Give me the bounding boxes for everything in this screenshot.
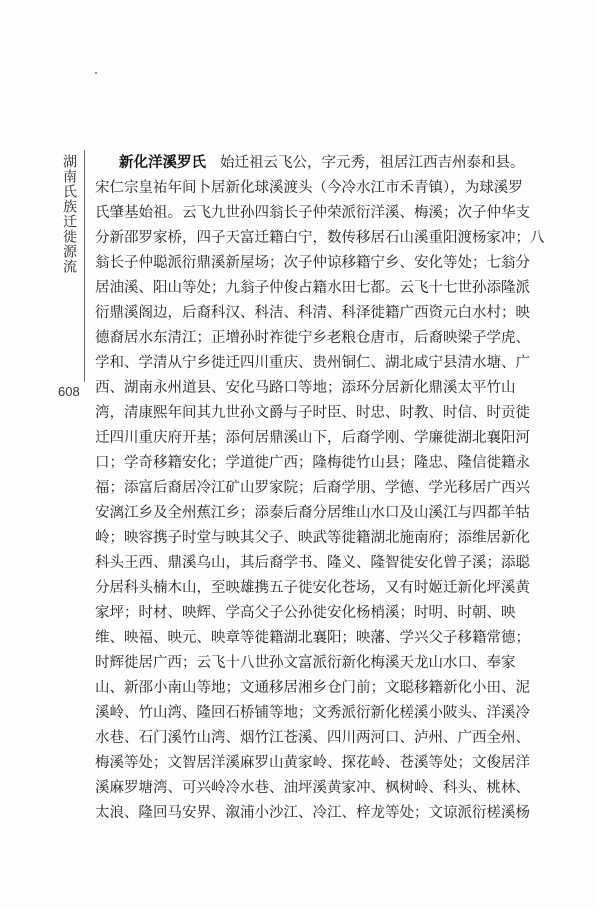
text-line bbox=[95, 150, 565, 176]
text-line: 溪岭、竹山湾、隆回石桥铺等地；文秀派衍新化槎溪小陂头、洋溪冷 bbox=[95, 705, 530, 721]
text-line: 迁四川重庆府开基；添何居鼎溪山下，后裔学刚、学廉徙湖北襄阳河 bbox=[95, 430, 530, 446]
page-number: 608 bbox=[58, 384, 80, 399]
text-line: 分居科头楠木山，至映雄携五子徙安化苍场，又有时姬迁新化坪溪黄 bbox=[95, 580, 530, 596]
text-line: 水巷、石门溪竹山湾、烟竹江苍溪、四川两河口、泸州、广西全州、 bbox=[95, 730, 530, 746]
text-line: 翁长子仲聪派衍鼎溪新屋场；次子仲谅移籍宁乡、安化等处；七翁分 bbox=[95, 255, 530, 271]
text-line: 维、映福、映元、映章等徙籍湖北襄阳；映藩、学兴父子移籍常德； bbox=[95, 630, 530, 646]
text-line: 宋仁宗皇祐年间卜居新化球溪渡头（今冷水江市禾青镇），为球溪罗 bbox=[95, 180, 523, 196]
text-line: 分新邵罗家桥，四子天富迁籍白宁，数传移居石山溪重阳渡杨家冲；八 bbox=[95, 230, 545, 246]
text-line: 西、湖南永州道县、安化马路口等地；添环分居新化鼎溪太平竹山 bbox=[95, 380, 516, 396]
side-rule bbox=[84, 150, 85, 382]
text-line: 衍鼎溪阁边，后裔科汉、科洁、科清、科泽徙籍广西资元白水村；映 bbox=[95, 305, 530, 321]
text-line: 福；添富后裔居冷江矿山罗家院；后裔学朋、学德、学光移居广西兴 bbox=[95, 480, 530, 496]
text-line: 安漓江乡及全州蕉江乡；添泰后裔分居维山水口及山溪江与四都羊牯 bbox=[95, 505, 530, 521]
running-title: 湖南氏族迁徙源流 bbox=[61, 154, 77, 274]
text-line: 梅溪等处；文智居洋溪麻罗山黄家岭、探花岭、苍溪等处；文俊居洋 bbox=[95, 755, 530, 771]
text-line: 德裔居水东清江；正增孙时祚徙宁乡老粮仓唐市，后裔映梁子学虎、 bbox=[95, 330, 530, 346]
text-line: 科头王西、鼎溪乌山，其后裔学书、隆义、隆智徙安化曾子溪；添聪 bbox=[95, 555, 530, 571]
text-line: 山、新邵小南山等地；文通移居湘乡仓门前；文聪移籍新化小田、泥 bbox=[95, 680, 530, 696]
text-line-content: 始迁祖云飞公，字元秀，祖居江西吉州泰和县。 bbox=[220, 155, 525, 171]
text-line: 时辉徙居广西；云飞十八世孙文富派衍新化梅溪天龙山水口、奉家 bbox=[95, 655, 516, 671]
paper-speck bbox=[95, 72, 97, 74]
text-line: 居油溪、阳山等处；九翁子仲俊占籍水田七都。云飞十七世孙添隆派 bbox=[95, 280, 530, 296]
text-line: 口；学奇移籍安化；学道徙广西；隆梅徙竹山县；隆忠、隆信徙籍永 bbox=[95, 455, 530, 471]
text-line: 太浪、隆回马安界、溆浦小沙江、冷江、梓龙等处；文谅派衍槎溪杨 bbox=[95, 805, 530, 821]
section-heading: 新化洋溪罗氏 bbox=[119, 154, 206, 171]
text-line: 湾，清康熙年间其九世孙文爵与子时臣、时忠、时教、时信、时贡徙 bbox=[95, 405, 530, 421]
text-line: 岭；映容携子时堂与映其父子、映武等徙籍湖北施南府；添维居新化 bbox=[95, 530, 530, 546]
text-line: 学和、学清从宁乡徙迁四川重庆、贵州铜仁、湖北咸宁县清水塘、广 bbox=[95, 355, 530, 371]
text-line: 氏肇基始祖。云飞九世孙四翁长子仲荣派衍洋溪、梅溪；次子仲华支 bbox=[95, 205, 530, 221]
text-line: 家坪；时材、映辉、学高父子公孙徙安化杨梢溪；时明、时朝、映 bbox=[95, 605, 516, 621]
body-text bbox=[95, 150, 565, 826]
text-line: 溪麻罗塘湾、可兴岭冷水巷、油坪溪黄家冲、枫树岭、科头、桃林、 bbox=[95, 780, 530, 796]
